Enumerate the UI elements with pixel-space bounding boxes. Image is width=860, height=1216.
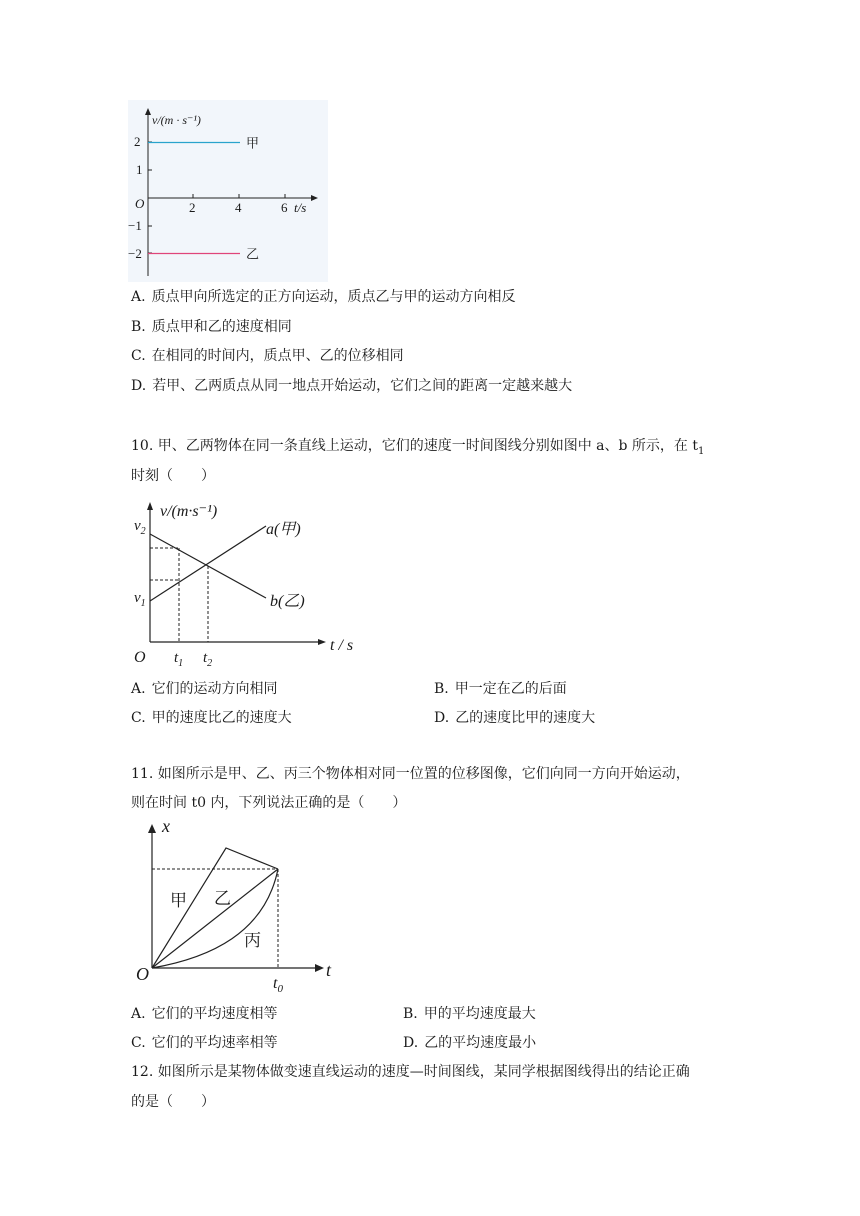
q9-option-a (131, 288, 516, 306)
fig1-xtick-label: 2 (189, 200, 196, 215)
q10-option-b-text: 甲一定在乙的后面 (454, 681, 567, 697)
q11-xlabel: t (326, 960, 332, 980)
fig1-ytick-label: −1 (128, 218, 142, 233)
fig1-series-label-1: 乙 (246, 246, 260, 262)
q11-yi-label: 乙 (214, 889, 231, 908)
q11-option-a-label: A. (131, 1006, 146, 1022)
q10-option-d-text: 乙的速度比甲的速度大 (455, 710, 596, 726)
q10-option-a-label: A. (131, 681, 146, 697)
q12-stem-line2: 的是（ ） (131, 1094, 215, 1110)
fig1-origin-label: O (135, 196, 145, 211)
q10-option-b-label: B. (434, 681, 449, 697)
q10-x-arrow (318, 639, 326, 645)
fig1-ylabel: v/(m · s⁻¹) (152, 113, 201, 127)
q9-option-d-text: 若甲、乙两质点从同一地点开始运动，它们之间的距离一定越来越大 (152, 378, 573, 394)
q11-option-c-label: C. (131, 1035, 146, 1051)
q9-option-c-label: C. (131, 348, 146, 364)
q9-option-a-text: 质点甲向所选定的正方向运动，质点乙与甲的运动方向相反 (151, 289, 516, 305)
q11-option-d-label: D. (403, 1035, 419, 1051)
q10-origin-label: O (134, 649, 146, 666)
fig1-xtick-label: 4 (235, 200, 242, 215)
q10-option-d (434, 709, 595, 727)
q11-xt-graph (130, 818, 340, 994)
q11-option-c-text: 它们的平均速率相等 (151, 1035, 278, 1051)
q11-t0-label: $t_0$ (273, 975, 283, 994)
q9-option-b-label: B. (131, 319, 146, 335)
q12-stem-line1: 12. 如图所示是某物体做变速直线运动的速度—时间图线，某同学根据图线得出的结论正确 (131, 1064, 690, 1080)
fig1-vt-graph (128, 100, 328, 282)
q10-line-a-label: a(甲) (266, 521, 301, 538)
q11-option-b (403, 1005, 536, 1023)
q10-stem-line2: 时刻（ ） (131, 468, 215, 484)
q11-bing-label: 丙 (244, 931, 261, 950)
q9-option-c (131, 347, 404, 365)
q11-option-b-label: B. (403, 1006, 418, 1022)
q11-option-a-text: 它们的平均速度相等 (151, 1006, 278, 1022)
fig1-ytick-label: 1 (136, 162, 143, 177)
q11-y-arrow (148, 824, 156, 833)
q10-option-c-label: C. (131, 710, 146, 726)
q10-xunit-label: t / s (330, 637, 354, 654)
q11-stem-line1: 11. 如图所示是甲、乙、丙三个物体相对同一位置的位移图像，它们向同一方向开始运动， (131, 766, 690, 782)
q11-ylabel: x (162, 818, 170, 836)
q10-option-c (131, 709, 292, 727)
q9-option-d (131, 377, 572, 395)
q9-option-a-label: A. (131, 289, 146, 305)
q9-option-c-text: 在相同的时间内，质点甲、乙的位移相同 (151, 348, 404, 364)
fig1-series-label-0: 甲 (246, 135, 260, 151)
q9-option-d-label: D. (131, 378, 147, 394)
q11-x-arrow (315, 964, 324, 972)
q10-v2-label: $v_2$ (134, 518, 146, 537)
fig1-background (128, 100, 328, 282)
fig1-ytick-label: 2 (134, 134, 141, 149)
q10-vt-graph (128, 494, 368, 670)
q10-option-b (434, 680, 567, 698)
q10-option-a (131, 680, 278, 698)
q10-ylabel: v/(m·s⁻¹) (160, 503, 218, 520)
q10-v1-label: $v_1$ (134, 590, 146, 609)
q11-option-d-text: 乙的平均速度最小 (424, 1035, 537, 1051)
q11-option-d (403, 1034, 536, 1052)
q10-t2-label: $t_2$ (203, 650, 213, 669)
q10-option-a-text: 它们的运动方向相同 (151, 681, 278, 697)
q10-t1-label: $t_1$ (174, 650, 184, 669)
fig1-xtick-label: 6 (281, 200, 288, 215)
q10-stem-text: 10. 甲、乙两物体在同一条直线上运动，它们的速度一时间图线分别如图中 a、b 所示，在 t (131, 438, 698, 454)
fig1-xunit-label: t/s (294, 200, 307, 215)
q10-y-arrow (147, 502, 153, 510)
q11-jia-label: 甲 (170, 891, 187, 910)
q11-line-yi (152, 869, 278, 968)
fig1-ytick-label: −2 (128, 246, 142, 261)
q11-stem-line2: 则在时间 t0 内，下列说法正确的是（ ） (131, 795, 407, 811)
q11-origin-label: O (136, 964, 149, 984)
q11-option-b-text: 甲的平均速度最大 (423, 1006, 536, 1022)
q10-option-c-text: 甲的速度比乙的速度大 (151, 710, 292, 726)
q10-stem-line1 (131, 437, 704, 461)
q10-line-b-label: b(乙) (270, 593, 305, 610)
q10-option-d-label: D. (434, 710, 450, 726)
q11-option-c (131, 1034, 278, 1052)
q9-option-b-text: 质点甲和乙的速度相同 (151, 319, 292, 335)
q9-option-b (131, 318, 292, 336)
q10-stem-subscript: 1 (698, 445, 705, 457)
q11-option-a (131, 1005, 278, 1023)
q10-line-a (150, 526, 266, 601)
